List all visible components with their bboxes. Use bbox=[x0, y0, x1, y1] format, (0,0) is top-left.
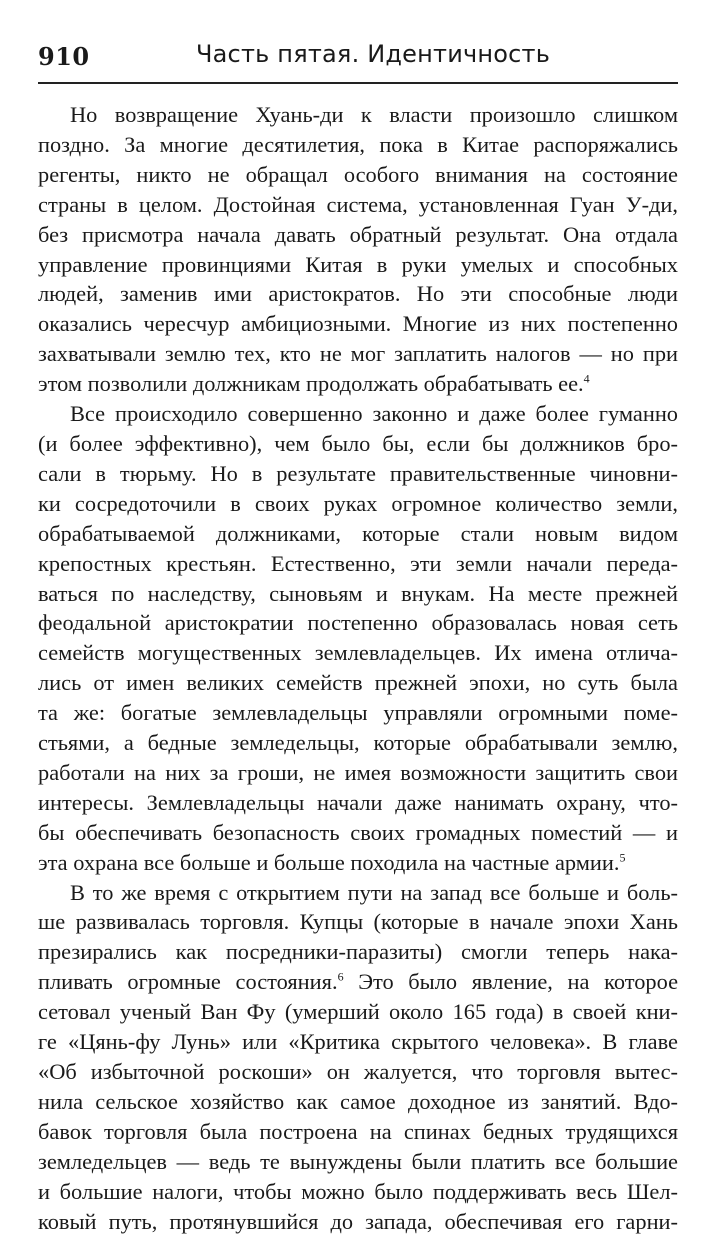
text-line: Но возвращение Хуань-ди к власти произошло слишком bbox=[70, 102, 678, 127]
text-line: оказались чересчур амбициозными. Многие из них постепенно bbox=[38, 311, 678, 337]
text-line: сали в тюрьму. Но в результате правительственные чиновни- bbox=[38, 460, 678, 486]
footnote-ref: 5 bbox=[619, 850, 626, 865]
text-line: Все происходило совершенно законно и даже более гуманно bbox=[70, 401, 678, 427]
text-line: крепостных крестьян. Естественно, эти земли начали переда- bbox=[38, 550, 678, 576]
text-line: сетовал ученый Ван Фу (умерший около 165 года) в своей кни- bbox=[38, 999, 678, 1025]
text-line: без присмотра начала давать обратный результат. Она отдала bbox=[38, 221, 678, 247]
text-line: ге «Цянь-фу Лунь» или «Критика скрытого человека». В главе bbox=[38, 1029, 678, 1055]
text-line: интересы. Землевладельцы начали даже нанимать охрану, что- bbox=[38, 789, 678, 815]
page-number: 910 bbox=[38, 42, 90, 71]
text-line: управление провинциями Китая в руки умелых и способных bbox=[38, 251, 678, 277]
text-line bbox=[38, 967, 678, 997]
text-line: страны в целом. Достойная система, установленная Гуан У-ди, bbox=[38, 191, 678, 217]
running-head bbox=[38, 40, 678, 76]
text-line-content: эта охрана все больше и больше походила на частные армии. bbox=[38, 849, 620, 875]
text-line: ваться по наследству, сыновьям и внукам. На месте прежней bbox=[38, 580, 678, 606]
text-line: и большие налоги, чтобы можно было поддерживать весь Шел- bbox=[38, 1178, 678, 1204]
text-line bbox=[38, 369, 678, 399]
text-line-content: этом позволили должникам продолжать обрабатывать ее. bbox=[38, 371, 584, 397]
text-line: презирались как посредники-паразиты) смогли теперь нака- bbox=[38, 939, 678, 965]
text-line: людей, заменив ими аристократов. Но эти способные люди bbox=[38, 281, 678, 307]
text-line: бавок торговля была построена на спинах бедных трудящихся bbox=[38, 1118, 678, 1144]
text-line: работали на них за гроши, не имея возможности защитить свои bbox=[38, 759, 678, 785]
text-line bbox=[38, 848, 678, 878]
paragraph-2 bbox=[38, 399, 678, 878]
paragraph-3 bbox=[38, 878, 678, 1236]
paragraph-1 bbox=[38, 100, 678, 399]
text-line: регенты, никто не обращал особого внимания на состояние bbox=[38, 161, 678, 187]
text-line: та же: богатые землевладельцы управляли огромными поме- bbox=[38, 700, 678, 726]
text-line: феодальной аристократии постепенно образовалась новая сеть bbox=[38, 610, 678, 636]
text-line-continuation: Это было явление, на которое bbox=[343, 969, 678, 995]
text-line: лись от имен великих семейств прежней эпохи, но суть была bbox=[38, 670, 678, 696]
text-line: семейств могущественных землевладельцев. Их имена отлича- bbox=[38, 640, 678, 666]
text-line: ше развивалась торговля. Купцы (которые в начале эпохи Хань bbox=[38, 909, 678, 935]
text-line: поздно. За многие десятилетия, пока в Китае распоряжались bbox=[38, 131, 678, 157]
footnote-ref: 4 bbox=[583, 371, 590, 386]
text-line: В то же время с открытием пути на запад все больше и боль- bbox=[70, 879, 678, 905]
text-line-content: пливать огромные состояния. bbox=[38, 969, 338, 995]
text-line: обрабатываемой должниками, которые стали новым видом bbox=[38, 520, 678, 546]
chapter-title: Часть пятая. Идентичность bbox=[196, 40, 551, 68]
text-line: стьями, а бедные земледельцы, которые обрабатывали землю, bbox=[38, 730, 678, 756]
text-line: ки сосредоточили в своих руках огромное количество земли, bbox=[38, 490, 678, 516]
text-line: (и более эффективно), чем было бы, если бы должников бро- bbox=[38, 430, 678, 456]
body-text bbox=[38, 100, 678, 1236]
header-rule bbox=[38, 82, 678, 84]
text-line: нила сельское хозяйство как самое доходное из занятий. Вдо- bbox=[38, 1088, 678, 1114]
text-line: земледельцев — ведь те вынуждены были платить все большие bbox=[38, 1148, 678, 1174]
text-line: бы обеспечивать безопасность своих громадных поместий — и bbox=[38, 819, 678, 845]
text-line: «Об избыточной роскоши» он жалуется, что торговля вытес- bbox=[38, 1059, 678, 1084]
text-line: захватывали землю тех, кто не мог заплатить налогов — но при bbox=[38, 341, 678, 367]
footnote-ref: 6 bbox=[337, 969, 344, 984]
text-line: ковый путь, протянувшийся до запада, обеспечивая его гарни- bbox=[38, 1208, 678, 1234]
